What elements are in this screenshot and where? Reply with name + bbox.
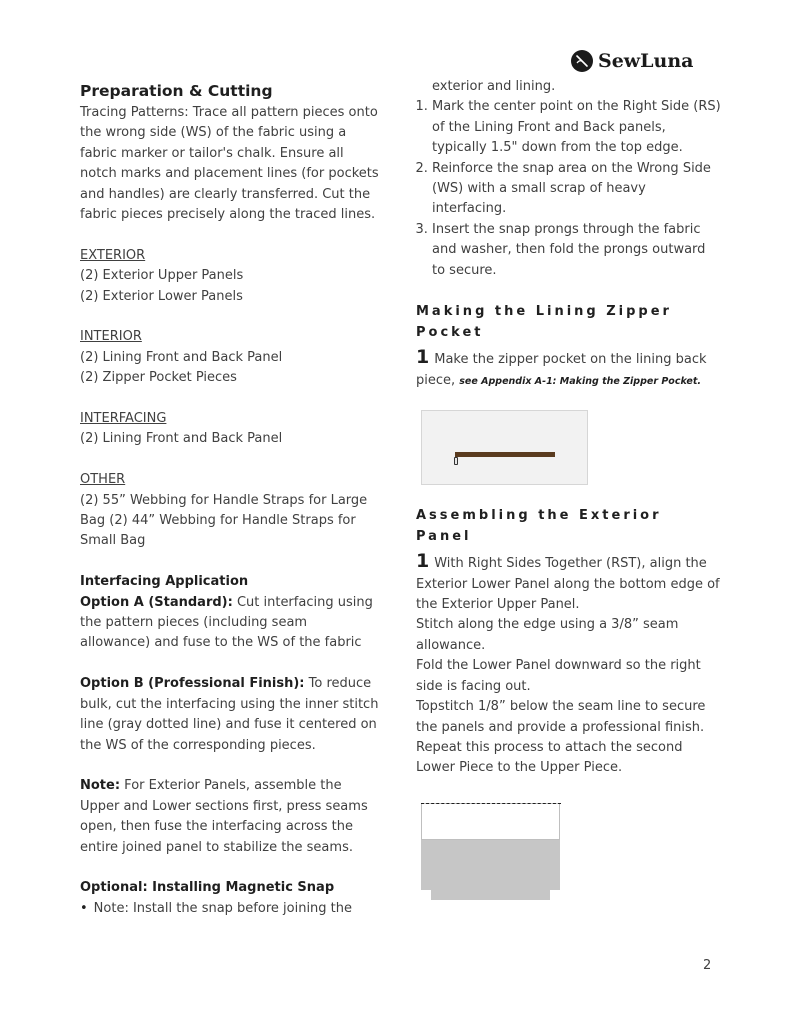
- zipper-pocket-illustration: [421, 410, 588, 485]
- group-title: EXTERIOR: [80, 247, 146, 263]
- section-heading-zipper-pocket: Making the Lining Zipper Pocket: [416, 304, 672, 341]
- brand-name: SewLuna: [598, 50, 694, 72]
- upper-panel-shape: [421, 803, 560, 840]
- option-a-paragraph: Option A (Standard): Cut interfacing using the pattern pieces (including seam allowance) and fuse to the WS of the fabric: [80, 594, 373, 651]
- group-exterior: [80, 246, 380, 307]
- list-item: (2) Exterior Lower Panels: [80, 288, 243, 304]
- section-heading-preparation: Preparation & Cutting: [80, 82, 273, 100]
- exterior-line: Stitch along the edge using a 3/8” seam allowance.: [416, 617, 679, 653]
- pocket-step: 1 Make the zipper pocket on the lining back piece, see Appendix A-1: Making the Zipper Pocket.: [416, 346, 707, 388]
- list-item: 2. Reinforce the snap area on the Wrong Side (WS) with a small scrap of heavy interfacing.: [432, 159, 721, 220]
- group-interfacing: [80, 409, 380, 450]
- zipper-tape: [455, 452, 555, 457]
- group-title: OTHER: [80, 472, 126, 488]
- stitch-line: [421, 803, 561, 804]
- exterior-line: Topstitch 1/8” below the seam line to secure the panels and provide a professional finish.: [416, 699, 706, 735]
- list-item: (2) Exterior Upper Panels: [80, 268, 244, 284]
- brand-logo: [571, 46, 693, 76]
- list-item: (2) 55” Webbing for Handle Straps for Large Bag (2) 44” Webbing for Handle Straps for Small Bag: [80, 492, 368, 549]
- tracing-paragraph: Tracing Patterns: Trace all pattern pieces onto the wrong side (WS) of the fabric using a fabric marker or tailor's chalk. Ensure all notch marks and placement lines (for pockets and handles) are clearly transferred. Cut the fabric pieces precisely along the traced lines.: [80, 105, 379, 223]
- list-item: 1. Mark the center point on the Right Side (RS) of the Lining Front and Back panels, typically 1.5" down from the top edge.: [432, 97, 721, 158]
- snap-steps-list: [416, 97, 721, 281]
- exterior-panel-illustration: [420, 801, 562, 901]
- lower-panel-base: [431, 889, 550, 900]
- group-title: INTERIOR: [80, 329, 142, 345]
- exterior-step: 1 With Right Sides Together (RST), align the Exterior Lower Panel along the bottom edge of the Exterior Upper Panel.: [416, 550, 720, 613]
- snap-continued: exterior and lining.: [432, 79, 556, 94]
- left-column: [80, 80, 380, 919]
- note-paragraph: Note: For Exterior Panels, assemble the Upper and Lower sections first, press seams open, then fuse the interfacing across the entire joined panel to stabilize the seams.: [80, 778, 368, 855]
- option-b-paragraph: Option B (Professional Finish): To reduce bulk, cut the interfacing using the inner stitch line (gray dotted line) and fuse it centered on the WS of the corresponding pieces.: [80, 676, 379, 753]
- snap-bullet-list: [80, 899, 380, 919]
- group-other: [80, 470, 380, 552]
- group-title: INTERFACING: [80, 411, 167, 427]
- section-heading-exterior-panel: Assembling the Exterior Panel: [416, 508, 662, 545]
- group-interior: [80, 327, 380, 388]
- page-number: 2: [703, 958, 712, 973]
- exterior-line: Fold the Lower Panel downward so the right side is facing out.: [416, 658, 701, 694]
- list-item: (2) Zipper Pocket Pieces: [80, 370, 237, 386]
- needle-logo-icon: [571, 50, 593, 72]
- list-item: • Note: Install the snap before joining the: [80, 899, 380, 919]
- list-item: (2) Lining Front and Back Panel: [80, 431, 283, 447]
- step-number: 1: [416, 346, 430, 369]
- lower-panel-shape: [421, 840, 560, 890]
- list-item: (2) Lining Front and Back Panel: [80, 349, 283, 365]
- list-item: 3. Insert the snap prongs through the fabric and washer, then fold the prongs outward to secure.: [432, 220, 721, 281]
- appendix-reference: see Appendix A-1: Making the Zipper Pocket.: [459, 375, 702, 387]
- exterior-line: Repeat this process to attach the second Lower Piece to the Upper Piece.: [416, 739, 683, 776]
- snap-heading: Optional: Installing Magnetic Snap: [80, 880, 335, 896]
- step-number: 1: [416, 550, 430, 573]
- zipper-pull-icon: [454, 457, 458, 465]
- interfacing-heading: Interfacing Application: [80, 574, 249, 590]
